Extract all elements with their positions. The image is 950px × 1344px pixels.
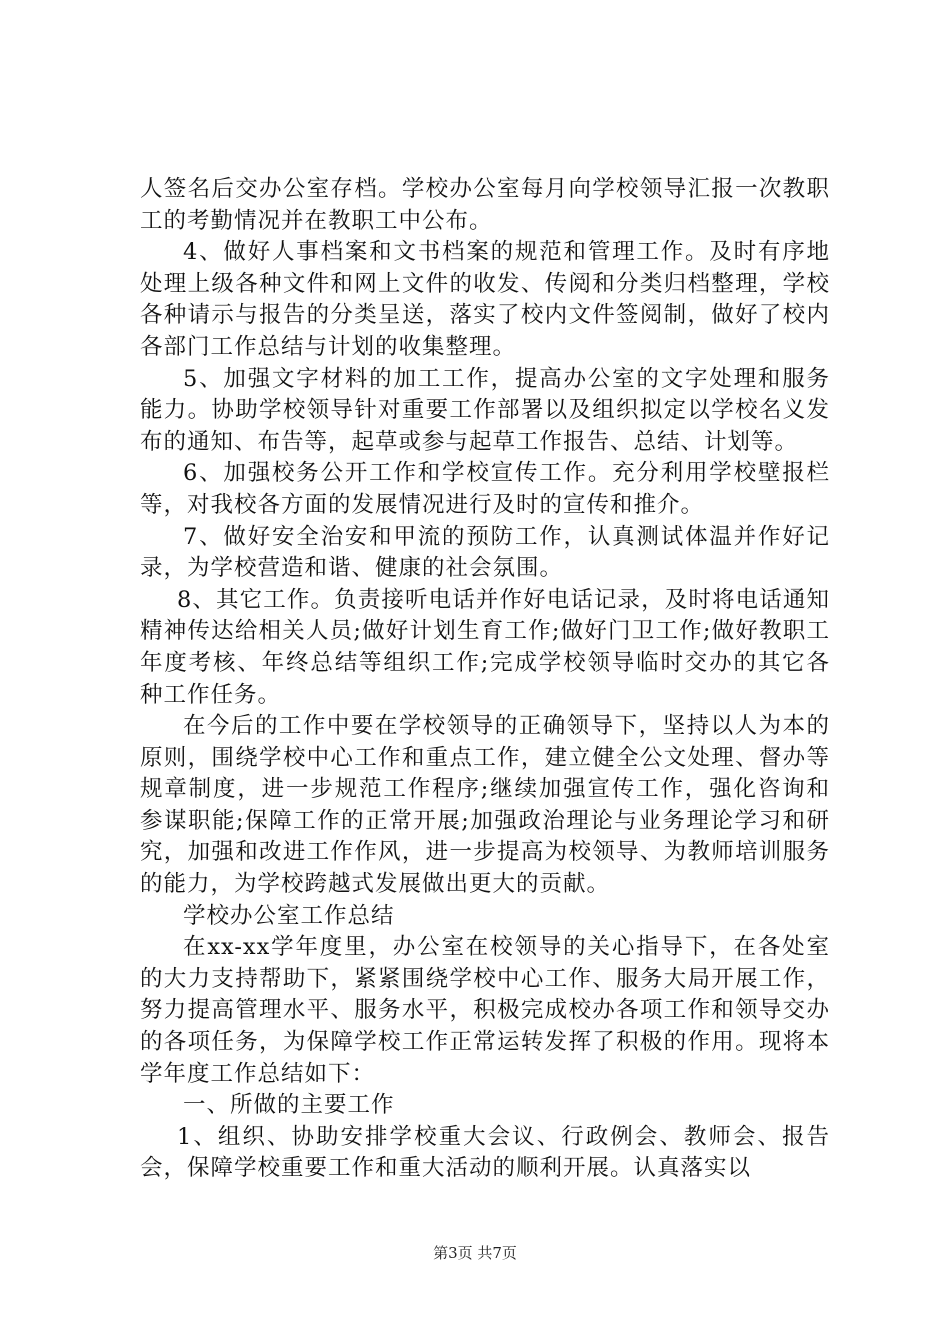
document-body — [140, 174, 830, 1185]
page-number: 第3页 共7页 — [433, 1244, 517, 1262]
paragraph-item-5: 5、加强文字材料的加工工作，提高办公室的文字处理和服务能力。协助学校领导针对重要工作部署以及组织拟定以学校名义发布的通知、布告等，起草或参与起草工作报告、总结、计划等。 — [140, 365, 830, 455]
paragraph-item-4: 4、做好人事档案和文书档案的规范和管理工作。及时有序地处理上级各种文件和网上文件的收发、传阅和分类归档整理，学校各种请示与报告的分类呈送，落实了校内文件签阅制，做好了校内各部门工作总结与计划的收集整理。 — [140, 239, 830, 360]
section-heading: 学校办公室工作总结 — [183, 902, 395, 929]
subsection-heading: 一、所做的主要工作 — [183, 1092, 395, 1119]
paragraph-future-work: 在今后的工作中要在学校领导的正确领导下，坚持以人为本的原则，围绕学校中心工作和重点工作，建立健全公文处理、督办等规章制度，进一步规范工作程序;继续加强宣传工作，强化咨询和参谋职能;保障工作的正常开展;加强政治理论与业务理论学习和研究，加强和改进工作作风，进一步提高为校领导、为教师培训服务的能力，为学校跨越式发展做出更大的贡献。 — [140, 713, 830, 898]
paragraph-item-6: 6、加强校务公开工作和学校宣传工作。充分利用学校壁报栏等，对我校各方面的发展情况进行及时的宣传和推介。 — [140, 460, 830, 518]
paragraph-intro: 在xx-xx学年度里，办公室在校领导的关心指导下，在各处室的大力支持帮助下，紧紧围绕学校中心工作、服务大局开展工作，努力提高管理水平、服务水平，积极完成校办各项工作和领导交办的各项任务，为保障学校工作正常运转发挥了积极的作用。现将本学年度工作总结如下： — [140, 934, 830, 1087]
paragraph-continuation: 人签名后交办公室存档。学校办公室每月向学校领导汇报一次教职工的考勤情况并在教职工中公布。 — [140, 176, 830, 234]
paragraph-item-1: 1、组织、协助安排学校重大会议、行政例会、教师会、报告会，保障学校重要工作和重大活动的顺利开展。认真落实以 — [140, 1123, 830, 1182]
paragraph-item-8: 8、其它工作。负责接听电话并作好电话记录，及时将电话通知精神传达给相关人员;做好计划生育工作;做好门卫工作;做好教职工年度考核、年终总结等组织工作;完成学校领导临时交办的其它各种工作任务。 — [140, 586, 830, 708]
paragraph-item-7: 7、做好安全治安和甲流的预防工作，认真测试体温并作好记录，为学校营造和谐、健康的社会氛围。 — [140, 523, 830, 582]
